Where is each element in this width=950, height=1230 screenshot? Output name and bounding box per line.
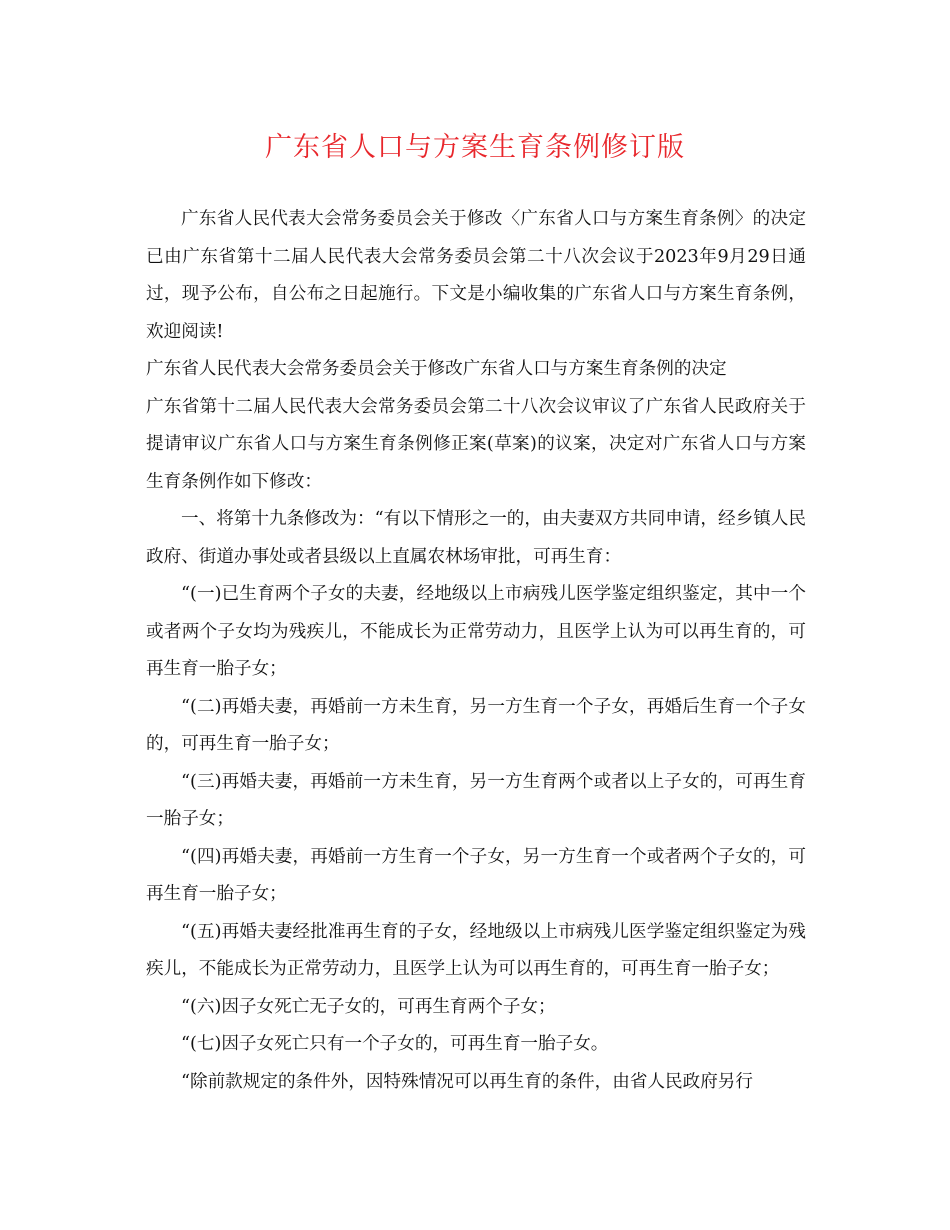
intro-paragraph: 广东省人民代表大会常务委员会关于修改〈广东省人口与方案生育条例〉的决定已由广东省第十二届人民代表大会常务委员会第二十八次会议于2023年9月29日通过，现予公布，自公布之日起施行。下文是小编收集的广东省人口与方案生育条例，欢迎阅读! (146, 209, 806, 342)
decision-heading: 广东省人民代表大会常务委员会关于修改广东省人口与方案生育条例的决定 (146, 359, 727, 379)
document-title: 广东省人口与方案生育条例修订版 (265, 132, 685, 163)
clause-2-paragraph: “(二)再婚夫妻，再婚前一方未生育，另一方生育一个子女，再婚后生育一个子女的，可再生育一胎子女； (146, 696, 806, 754)
decision-paragraph: 广东省第十二届人民代表大会常务委员会第二十八次会议审议了广东省人民政府关于提请审议广东省人口与方案生育条例修正案(草案)的议案，决定对广东省人口与方案生育条例作如下修改： (146, 396, 806, 492)
clause-3-paragraph: “(三)再婚夫妻，再婚前一方未生育，另一方生育两个或者以上子女的，可再生育一胎子女； (146, 771, 806, 829)
clause-4-paragraph: “(四)再婚夫妻，再婚前一方生育一个子女，另一方生育一个或者两个子女的，可再生育一胎子女； (146, 846, 806, 904)
article-19-paragraph: 一、将第十九条修改为：“有以下情形之一的，由夫妻双方共同申请，经乡镇人民政府、街道办事处或者县级以上直属农林场审批，可再生育： (146, 509, 806, 567)
special-conditions-paragraph: “除前款规定的条件外，因特殊情况可以再生育的条件，由省人民政府另行 (181, 1071, 753, 1092)
clause-6-paragraph: “(六)因子女死亡无子女的，可再生育两个子女； (181, 996, 556, 1017)
clause-7-paragraph: “(七)因子女死亡只有一个子女的，可再生育一胎子女。 (181, 1034, 609, 1054)
clause-5-paragraph: “(五)再婚夫妻经批准再生育的子女，经地级以上市病残儿医学鉴定组织鉴定为残疾儿，不能成长为正常劳动力，且医学上认为可以再生育的，可再生育一胎子女； (146, 921, 806, 979)
clause-1-paragraph: “(一)已生育两个子女的夫妻，经地级以上市病残儿医学鉴定组织鉴定，其中一个或者两个子女均为残疾儿，不能成长为正常劳动力，且医学上认为可以再生育的，可再生育一胎子女； (146, 584, 806, 679)
document-body (146, 201, 806, 1101)
